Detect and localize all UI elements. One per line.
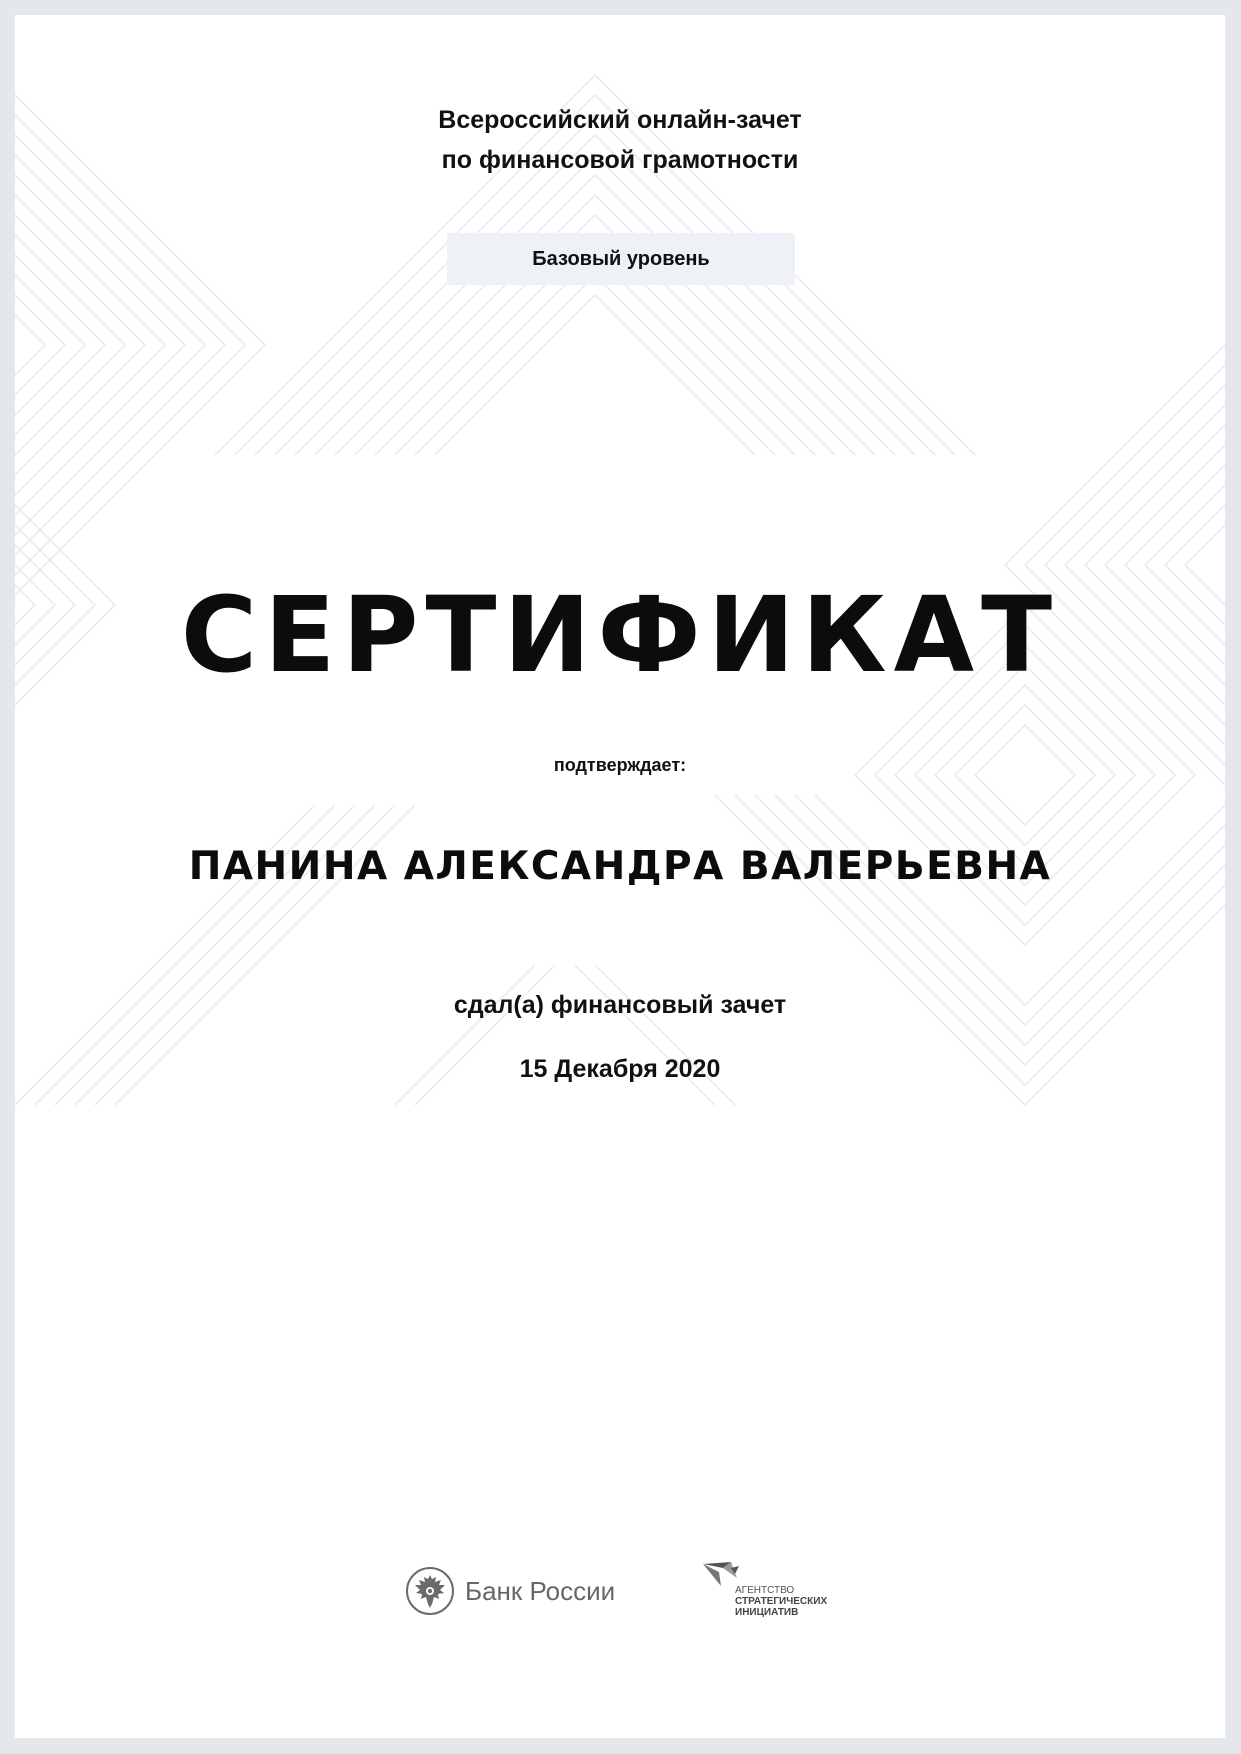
bank-of-russia-text: Банк России [465,1575,616,1606]
asi-logo-line-1: АГЕНТСТВО [735,1585,795,1596]
event-title [15,100,1225,180]
certificate-heading: СЕРТИФИКАТ [180,574,1060,696]
certificate-date: 15 Декабря 2020 [519,1055,721,1083]
double-headed-eagle-icon [405,1566,455,1616]
asi-logo [701,1560,851,1630]
asi-logo-line-2: СТРАТЕГИЧЕСКИХ [735,1596,828,1607]
event-title-line-1: Всероссийский онлайн-зачет [438,106,802,134]
asi-logo-text [735,1585,827,1618]
passed-text: сдал(а) финансовый зачет [453,991,787,1019]
recipient-name: ПАНИНА АЛЕКСАНДРА ВАЛЕРЬЕВНА [188,844,1052,889]
confirms-label: подтверждает: [553,755,687,775]
bank-of-russia-logo [405,1563,615,1619]
event-title-line-2: по финансовой грамотности [441,146,799,174]
level-badge: Базовый уровень [447,233,795,285]
certificate-sheet [15,15,1225,1738]
asi-logo-line-3: ИНИЦИАТИВ [735,1607,799,1618]
